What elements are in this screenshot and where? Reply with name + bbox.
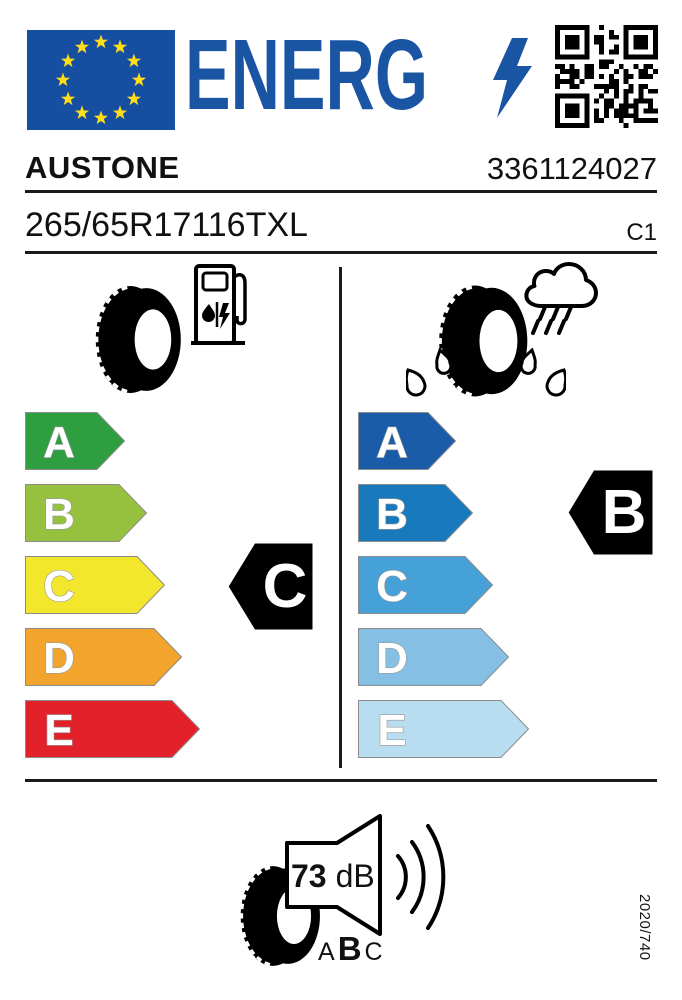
class-arrow-a bbox=[25, 412, 200, 470]
water-splash-left-icon bbox=[406, 348, 454, 400]
regulation-number: 2020/740 bbox=[636, 894, 653, 961]
svg-text:D: D bbox=[43, 634, 75, 683]
fuel-rating-arrow bbox=[228, 543, 313, 630]
size-divider-line bbox=[25, 251, 657, 254]
svg-text:A: A bbox=[43, 418, 75, 467]
energy-logo bbox=[185, 30, 555, 122]
sound-waves-icon bbox=[392, 820, 472, 935]
svg-text:E: E bbox=[44, 706, 74, 755]
noise-value-box bbox=[291, 858, 375, 895]
fuel-efficiency-scale bbox=[25, 412, 200, 772]
fuel-tyre-icon bbox=[95, 282, 183, 397]
class-arrow-e bbox=[25, 700, 200, 758]
rain-drops bbox=[533, 307, 571, 333]
class-arrow-c bbox=[25, 556, 200, 614]
noise-value: 73 bbox=[291, 858, 327, 894]
wet-grip-scale bbox=[358, 412, 529, 772]
wet-grip-rating-letter: B bbox=[601, 478, 647, 547]
class-arrow-b bbox=[358, 484, 529, 542]
wet-grip-rating-arrow bbox=[568, 470, 653, 555]
svg-text:C: C bbox=[376, 562, 408, 611]
svg-text:A: A bbox=[376, 418, 408, 467]
svg-text:B: B bbox=[43, 490, 75, 539]
class-arrow-d bbox=[358, 628, 529, 686]
header-divider-line bbox=[25, 190, 657, 193]
energy-logo-text: ENERG bbox=[185, 30, 428, 122]
svg-text:B: B bbox=[376, 490, 408, 539]
noise-class-c: C bbox=[364, 938, 384, 966]
class-arrow-d bbox=[25, 628, 200, 686]
fuel-rating-letter: C bbox=[262, 552, 308, 621]
tyre-class: C1 bbox=[626, 219, 657, 246]
class-arrow-a bbox=[358, 412, 529, 470]
water-splash-right-icon bbox=[518, 348, 566, 400]
brand-name: AUSTONE bbox=[25, 150, 180, 185]
noise-class-letters bbox=[318, 930, 384, 968]
noise-section-divider-line bbox=[25, 779, 657, 782]
lightning-bolt-icon bbox=[493, 38, 532, 118]
column-divider-line bbox=[339, 267, 342, 768]
qr-code bbox=[555, 25, 658, 128]
eu-flag-icon bbox=[27, 30, 175, 130]
noise-class-a: A bbox=[318, 938, 336, 966]
noise-unit: dB bbox=[335, 858, 375, 894]
noise-rated-class: B bbox=[337, 930, 363, 967]
class-arrow-e bbox=[358, 700, 529, 758]
svg-text:C: C bbox=[43, 562, 75, 611]
rain-cloud-icon bbox=[520, 258, 604, 342]
article-number: 3361124027 bbox=[486, 151, 657, 186]
tyre-size-designation: 265/65R17116TXL bbox=[25, 206, 308, 244]
class-arrow-b bbox=[25, 484, 200, 542]
fuel-pump-icon bbox=[189, 263, 247, 345]
svg-text:E: E bbox=[377, 706, 407, 755]
svg-text:D: D bbox=[376, 634, 408, 683]
class-arrow-c bbox=[358, 556, 529, 614]
